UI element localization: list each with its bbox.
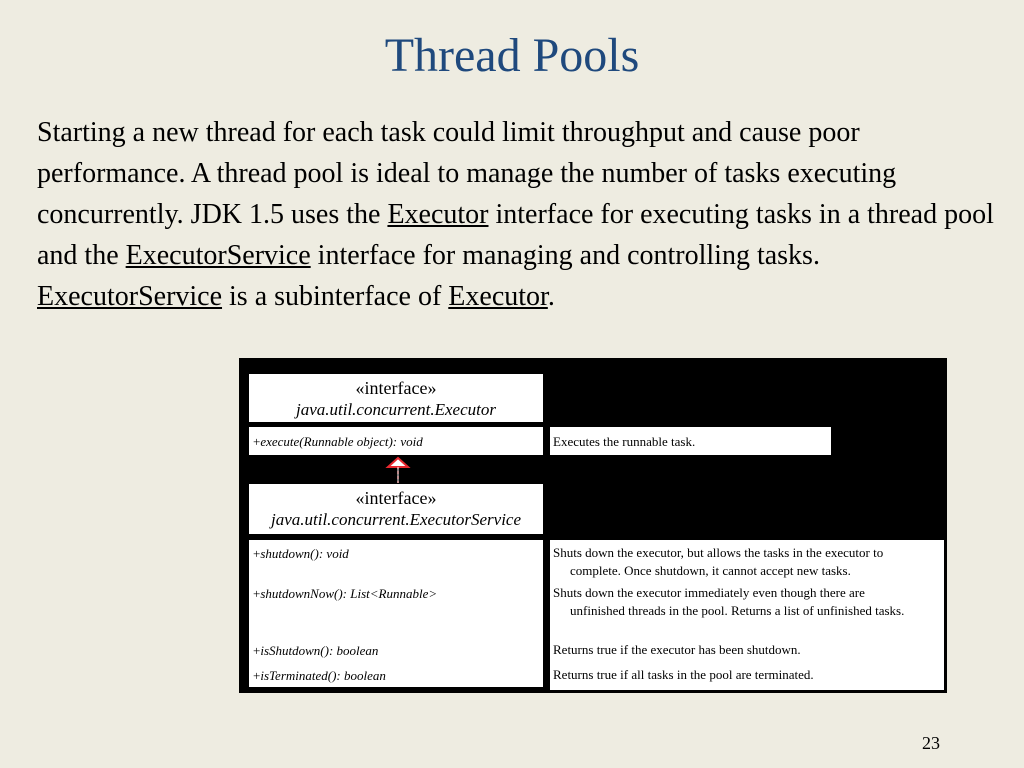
body-text-4: is a subinterface of bbox=[222, 281, 449, 312]
executorservice-methods-box bbox=[248, 539, 544, 688]
desc-isshutdown: Returns true if the executor has been shutdown. bbox=[553, 642, 801, 657]
slide-title: Thread Pools bbox=[384, 29, 640, 82]
body-text-3: interface for managing and controlling tasks. bbox=[310, 240, 820, 271]
executor-link-2[interactable]: Executor bbox=[448, 281, 548, 312]
executorservice-link-2[interactable]: ExecutorService bbox=[37, 281, 223, 312]
desc-shutdown: Shuts down the executor, but allows the tasks in the executor to complete. Once shutdown, it cannot accept new tasks. bbox=[553, 545, 884, 578]
method-shutdownnow: +shutdownNow(): List<Runnable> bbox=[253, 586, 438, 601]
method-isterminated: +isTerminated(): boolean bbox=[253, 668, 386, 683]
desc-isterminated: Returns true if all tasks in the pool are terminated. bbox=[553, 667, 814, 682]
method-execute: +execute(Runnable object): void bbox=[253, 434, 423, 449]
body-paragraph bbox=[37, 112, 997, 317]
executor-link-1[interactable]: Executor bbox=[387, 199, 489, 230]
executorservice-descriptions-box bbox=[549, 539, 945, 691]
executor-description-box bbox=[549, 426, 832, 456]
method-isshutdown: +isShutdown(): boolean bbox=[253, 643, 379, 658]
executorservice-interface-name: java.util.concurrent.ExecutorService bbox=[270, 510, 522, 529]
executor-interface-name: java.util.concurrent.Executor bbox=[295, 400, 496, 419]
desc-shutdownnow: Shuts down the executor immediately even though there are unfinished threads in the pool. Returns a list of unfinished tasks. bbox=[553, 585, 905, 618]
page-number: 23 bbox=[922, 733, 940, 753]
generalization-arrow-icon bbox=[383, 456, 413, 484]
executorservice-stereotype: «interface» bbox=[355, 488, 437, 508]
method-shutdown: +shutdown(): void bbox=[253, 546, 349, 561]
body-text-2: interface for executing tasks in a thread pool and the bbox=[37, 199, 994, 271]
desc-execute: Executes the runnable task. bbox=[553, 434, 696, 449]
uml-diagram bbox=[239, 358, 947, 693]
executor-methods-box bbox=[248, 426, 544, 456]
executor-stereotype: «interface» bbox=[355, 378, 437, 398]
executor-header-box bbox=[248, 373, 544, 423]
body-text-5: . bbox=[547, 281, 555, 312]
executorservice-link-1[interactable]: ExecutorService bbox=[125, 240, 311, 271]
body-text-1: Starting a new thread for each task could limit throughput and cause poor performance. A thread pool is ideal to manage the number of tasks executing concurrently. JDK 1.5 uses the bbox=[37, 117, 897, 230]
executorservice-header-box bbox=[248, 483, 544, 535]
